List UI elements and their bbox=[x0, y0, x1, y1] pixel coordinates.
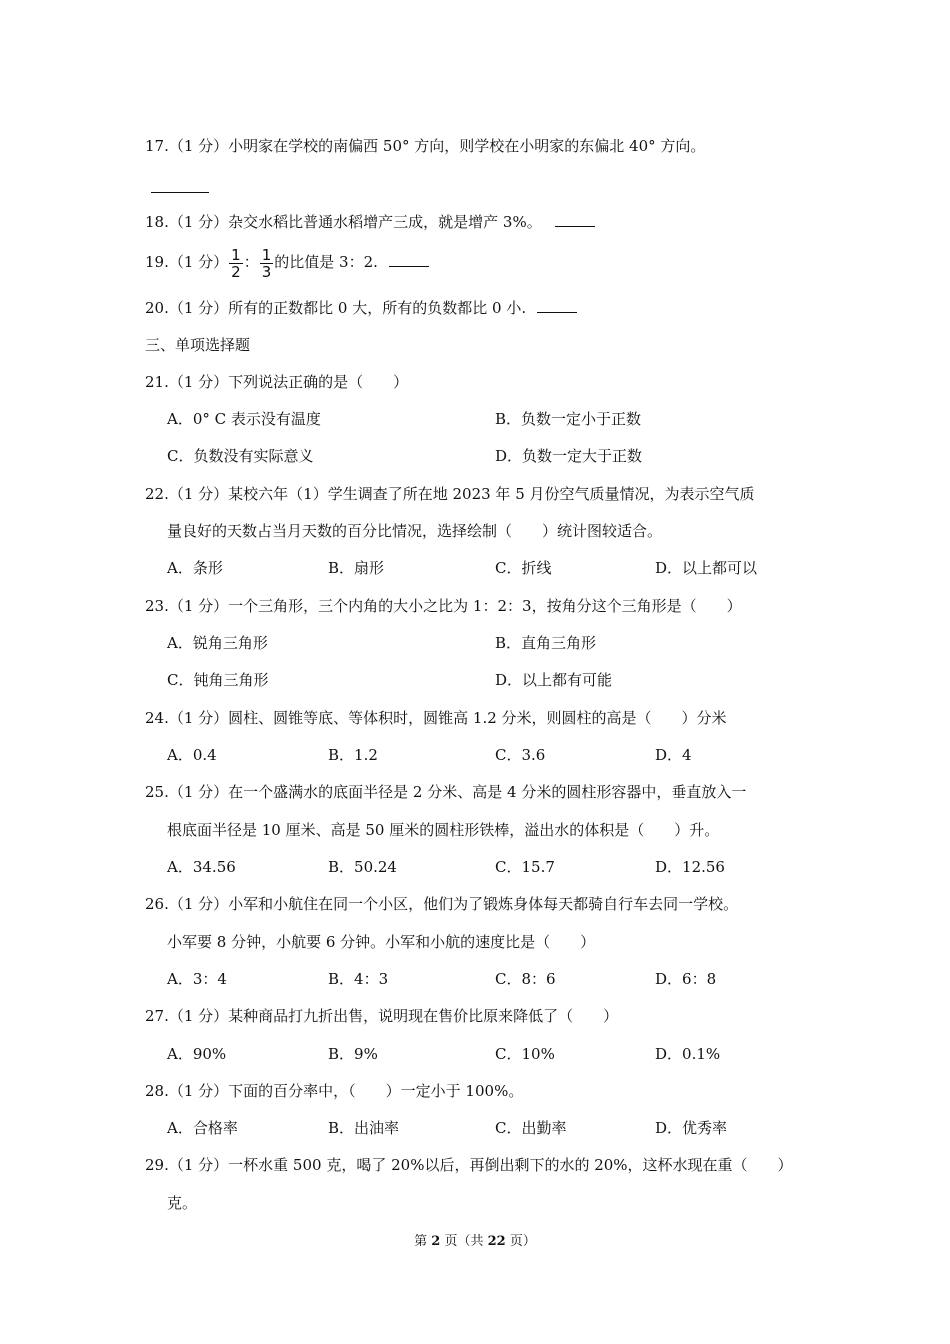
q23-option-c[interactable]: C．钝角三角形 bbox=[167, 671, 269, 689]
q22-option-b[interactable]: B．扇形 bbox=[328, 559, 385, 577]
question-22-line2: 量良好的天数占当月天数的百分比情况，选择绘制（ ）统计图较适合。 bbox=[167, 522, 663, 540]
q21-option-c[interactable]: C．负数没有实际意义 bbox=[167, 447, 314, 465]
answer-blank-17[interactable] bbox=[151, 178, 209, 198]
question-29-line2: 克。 bbox=[167, 1194, 198, 1212]
q24-option-c[interactable]: C．3.6 bbox=[495, 746, 546, 764]
question-23: 23.（1 分）一个三角形，三个内角的大小之比为 1：2：3，按角分这个三角形是（ ） bbox=[145, 597, 742, 615]
q21-option-d[interactable]: D．负数一定大于正数 bbox=[495, 447, 643, 465]
answer-blank-18[interactable] bbox=[555, 214, 595, 227]
question-26-line2: 小军要 8 分钟，小航要 6 分钟。小军和小航的速度比是（ ） bbox=[167, 933, 596, 951]
q26-option-a[interactable]: A．3：4 bbox=[167, 970, 227, 988]
q22-option-a[interactable]: A．条形 bbox=[167, 559, 223, 577]
q28-option-d[interactable]: D．优秀率 bbox=[655, 1119, 728, 1137]
answer-blank-20[interactable] bbox=[537, 300, 577, 313]
q23-option-b[interactable]: B．直角三角形 bbox=[495, 634, 597, 652]
question-22-line1: 22.（1 分）某校六年（1）学生调查了所在地 2023 年 5 月份空气质量情况，为表示空气质 bbox=[145, 485, 755, 503]
fraction-one-half: $\frac{1}{2}$ bbox=[231, 245, 241, 281]
question-18-text: 18.（1 分）杂交水稻比普通水稻增产三成，就是增产 3%。 bbox=[145, 213, 542, 231]
q24-option-d[interactable]: D．4 bbox=[655, 746, 692, 764]
q25-option-c[interactable]: C．15.7 bbox=[495, 858, 555, 876]
q26-option-c[interactable]: C．8：6 bbox=[495, 970, 556, 988]
fraction-one-third: $\frac{1}{3}$ bbox=[261, 245, 272, 281]
current-page-number: 2 bbox=[431, 1234, 441, 1249]
page-footer: 第 2 页（共 22 页） bbox=[414, 1234, 536, 1249]
q22-option-c[interactable]: C．折线 bbox=[495, 559, 552, 577]
q25-option-a[interactable]: A．34.56 bbox=[167, 858, 236, 876]
q23-option-d[interactable]: D．以上都有可能 bbox=[495, 671, 613, 689]
q27-option-c[interactable]: C．10% bbox=[495, 1045, 555, 1063]
question-27: 27.（1 分）某种商品打九折出售，说明现在售价比原来降低了（ ） bbox=[145, 1007, 619, 1025]
q27-option-d[interactable]: D．0.1% bbox=[655, 1045, 721, 1063]
question-25-line2: 根底面半径是 10 厘米、高是 50 厘米的圆柱形铁棒，溢出水的体积是（ ）升。 bbox=[167, 821, 720, 839]
q28-option-c[interactable]: C．出勤率 bbox=[495, 1119, 567, 1137]
question-19-suffix: 的比值是 3：2. bbox=[274, 253, 378, 271]
q25-option-b[interactable]: B．50.24 bbox=[328, 858, 397, 876]
section-heading: 三、单项选择题 bbox=[145, 336, 251, 354]
question-29-line1: 29.（1 分）一杯水重 500 克，喝了 20%以后，再倒出剩下的水的 20%，这杯水现在重（ ） bbox=[145, 1156, 793, 1174]
ratio-separator: ： bbox=[243, 253, 259, 271]
q26-option-b[interactable]: B．4：3 bbox=[328, 970, 389, 988]
q22-option-d[interactable]: D．以上都可以 bbox=[655, 559, 758, 577]
q24-option-b[interactable]: B．1.2 bbox=[328, 746, 378, 764]
q27-option-a[interactable]: A．90% bbox=[167, 1045, 227, 1063]
total-page-count: 22 bbox=[487, 1234, 506, 1249]
q23-option-a[interactable]: A．锐角三角形 bbox=[167, 634, 268, 652]
question-26-line1: 26.（1 分）小军和小航住在同一个小区，他们为了锻炼身体每天都骑自行车去同一学校。 bbox=[145, 895, 739, 913]
question-24: 24.（1 分）圆柱、圆锥等底、等体积时，圆锥高 1.2 分米，则圆柱的高是（ ）分米 bbox=[145, 709, 727, 727]
question-28: 28.（1 分）下面的百分率中，（ ）一定小于 100%。 bbox=[145, 1082, 524, 1100]
answer-blank-19[interactable] bbox=[389, 254, 429, 267]
question-25-line1: 25.（1 分）在一个盛满水的底面半径是 2 分米、高是 4 分米的圆柱形容器中，垂直放入一 bbox=[145, 783, 747, 801]
q28-option-b[interactable]: B．出油率 bbox=[328, 1119, 400, 1137]
q24-option-a[interactable]: A．0.4 bbox=[167, 746, 217, 764]
q28-option-a[interactable]: A．合格率 bbox=[167, 1119, 238, 1137]
question-21: 21.（1 分）下列说法正确的是（ ） bbox=[145, 373, 409, 391]
q27-option-b[interactable]: B．9% bbox=[328, 1045, 378, 1063]
question-20 bbox=[145, 298, 577, 318]
question-19 bbox=[145, 243, 429, 281]
question-17 bbox=[145, 136, 705, 156]
question-17-text: 17.（1 分）小明家在学校的南偏西 50° 方向，则学校在小明家的东偏北 40° 方向。 bbox=[145, 137, 706, 155]
q25-option-d[interactable]: D．12.56 bbox=[655, 858, 725, 876]
q21-option-b[interactable]: B．负数一定小于正数 bbox=[495, 410, 642, 428]
question-19-prefix: 19.（1 分） bbox=[145, 253, 229, 271]
question-20-text: 20.（1 分）所有的正数都比 0 大，所有的负数都比 0 小. bbox=[145, 299, 527, 317]
question-18 bbox=[145, 212, 595, 232]
q21-option-a[interactable]: A．0° C 表示没有温度 bbox=[167, 410, 321, 428]
q26-option-d[interactable]: D．6：8 bbox=[655, 970, 717, 988]
